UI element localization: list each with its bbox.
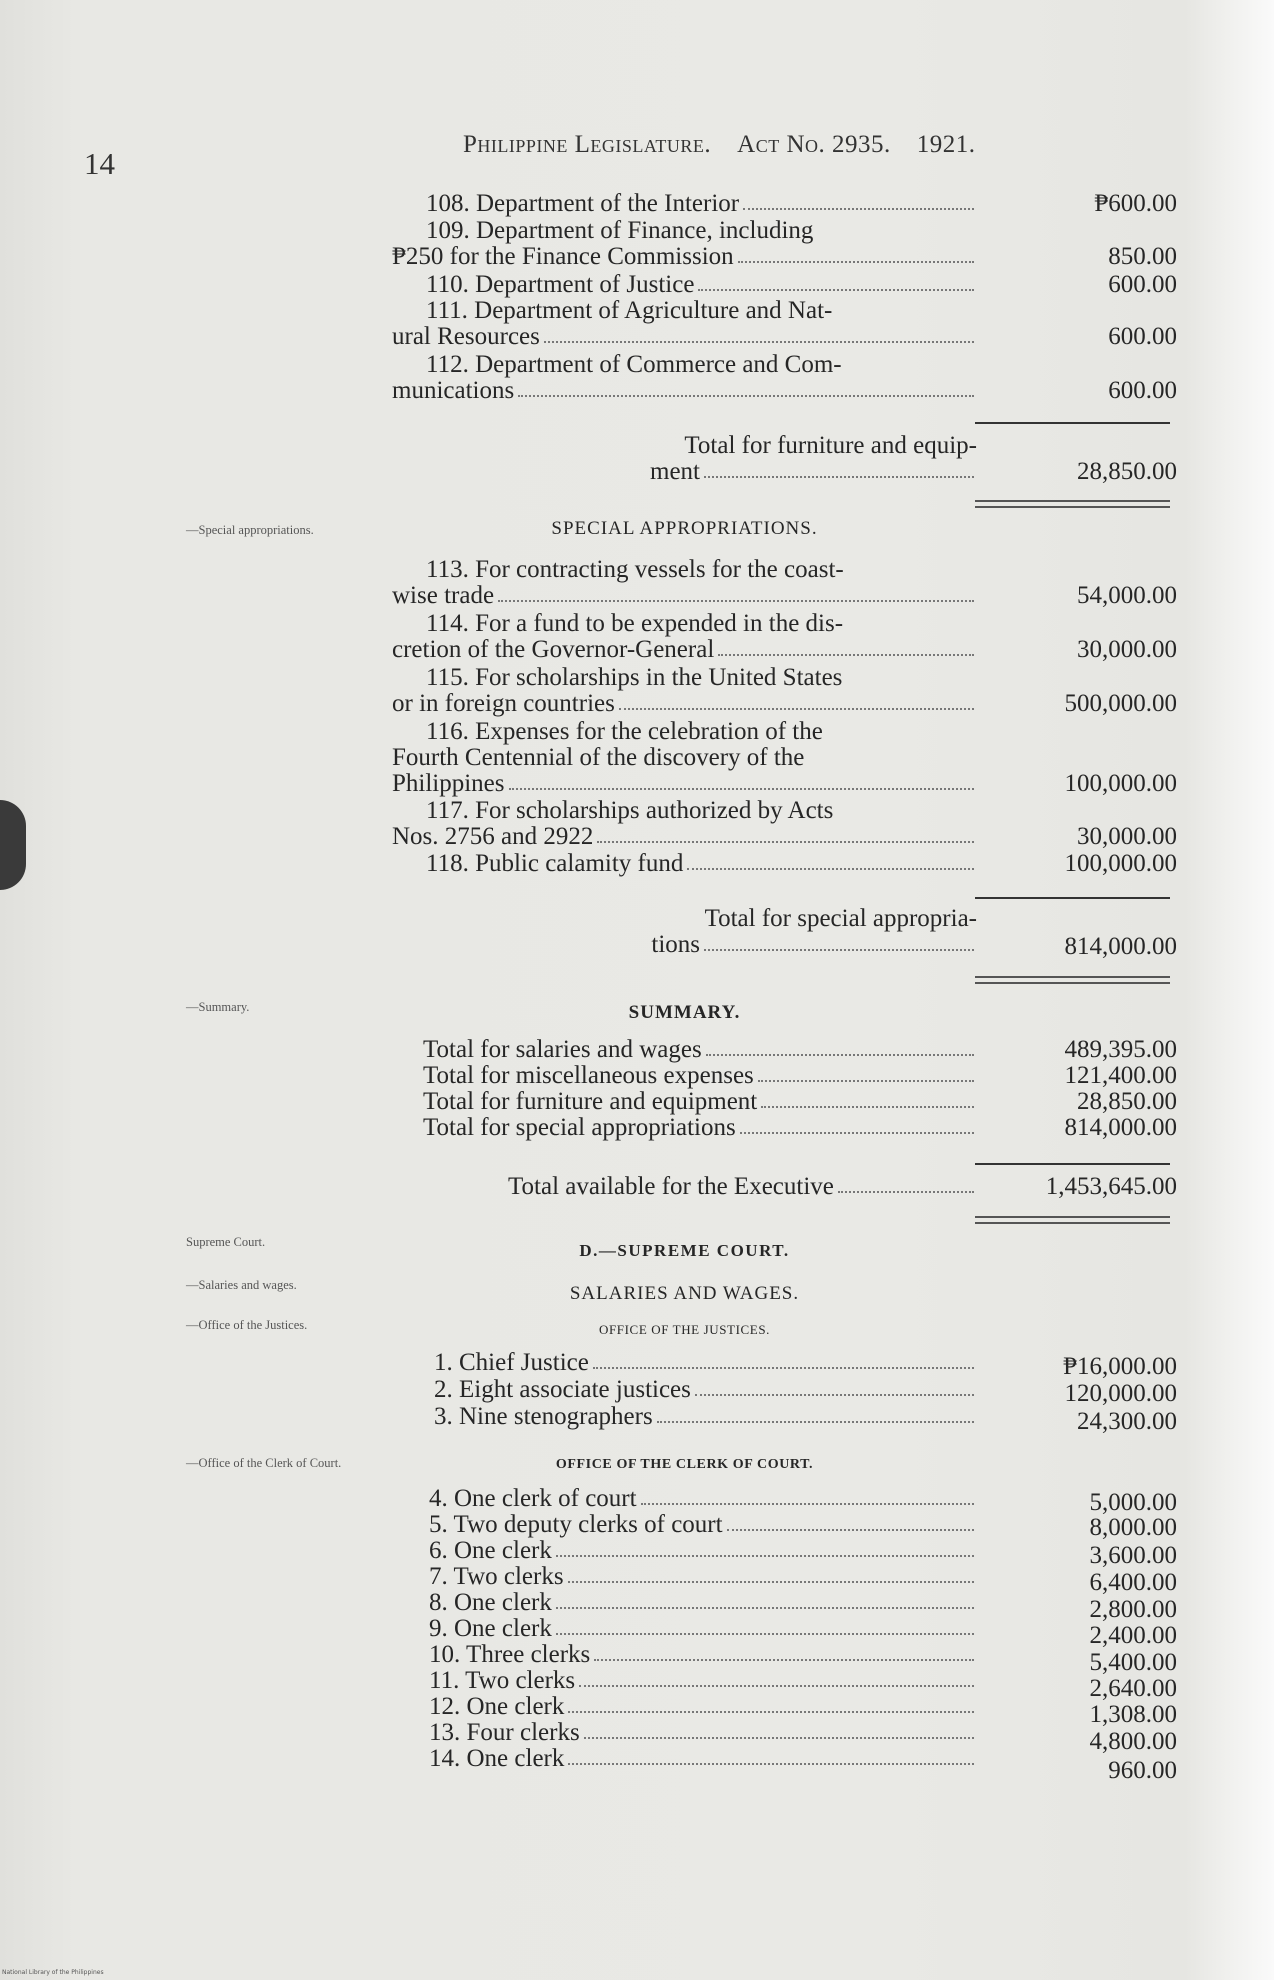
entry-row — [392, 611, 1177, 663]
entry-row — [392, 798, 1177, 850]
entry-text: Fourth Centennial of the discovery of the — [392, 744, 805, 771]
entry-amount: 814,000.00 — [1064, 1114, 1177, 1141]
entry-row — [392, 352, 1177, 404]
entry-amount: 2,640.00 — [1089, 1675, 1177, 1702]
leader-dots — [568, 1564, 974, 1583]
entry-text: or in foreign countries — [392, 690, 615, 717]
entry-text: 115. For scholarships in the United States — [426, 664, 843, 691]
entry-text: 5. Two deputy clerks of court — [429, 1511, 723, 1538]
margin-note-office-justices: —Office of the Justices. — [186, 1318, 308, 1332]
entry-text: 116. Expenses for the celebration of the — [426, 718, 823, 745]
entry-row — [392, 1563, 1177, 1596]
double-rule — [975, 500, 1170, 508]
leader-dots — [593, 1350, 974, 1369]
leader-dots — [738, 244, 974, 263]
total-line-1: Total for furniture and equip- — [684, 432, 977, 459]
entry-row — [392, 1537, 1177, 1569]
entry-amount: 600.00 — [1108, 377, 1177, 404]
summary-heading: SUMMARY. — [628, 1002, 741, 1023]
leader-dots — [597, 824, 974, 843]
entry-row — [392, 1403, 1177, 1435]
leader-dots — [509, 771, 974, 790]
footer-watermark: National Library of the Philippines — [2, 1969, 104, 1976]
leader-dots — [568, 1746, 974, 1765]
entry-text: 4. One clerk of court — [429, 1485, 637, 1512]
entry-text: 3. Nine stenographers — [434, 1403, 653, 1430]
entry-text: 117. For scholarships authorized by Acts — [426, 797, 834, 824]
entry-text: Total for furniture and equipment — [423, 1088, 758, 1115]
entry-row — [392, 1693, 1177, 1728]
leader-dots — [718, 637, 974, 656]
leader-dots — [657, 1404, 974, 1423]
entry-text: 11. Two clerks — [429, 1667, 576, 1694]
header-title: Philippine Legislature. — [463, 131, 712, 158]
entry-row — [392, 1615, 1177, 1649]
entry-row — [392, 1745, 1177, 1784]
entry-text: 110. Department of Justice — [426, 271, 695, 298]
entry-text: Total for miscellaneous expenses — [423, 1062, 754, 1089]
leader-dots — [758, 1063, 974, 1082]
entry-row — [392, 851, 1177, 877]
entry-text: Nos. 2756 and 2922 — [392, 823, 594, 850]
leader-dots — [743, 191, 974, 210]
rule — [975, 1163, 1170, 1165]
entry-row — [392, 719, 1177, 797]
leader-dots — [761, 1089, 974, 1108]
entry-row — [392, 1115, 1177, 1141]
executive-total-label: Total available for the Executive — [508, 1173, 834, 1200]
entry-amount: 120,000.00 — [1064, 1380, 1177, 1407]
leader-dots — [556, 1616, 974, 1635]
entry-amount: 2,800.00 — [1089, 1596, 1177, 1623]
margin-note-special: —Special appropriations. — [186, 523, 314, 537]
margin-note-office-clerk: —Office of the Clerk of Court. — [186, 1456, 342, 1470]
leader-dots — [498, 583, 974, 602]
entry-row — [392, 218, 1177, 270]
entry-amount: 850.00 — [1108, 243, 1177, 270]
entry-text: 112. Department of Commerce and Com- — [426, 351, 842, 378]
entry-text: munications — [392, 377, 515, 404]
entry-amount: 6,400.00 — [1089, 1569, 1177, 1596]
entry-amount: 30,000.00 — [1077, 823, 1177, 850]
entry-text: 14. One clerk — [429, 1745, 565, 1772]
executive-total — [392, 1174, 1177, 1200]
margin-note-salaries: —Salaries and wages. — [186, 1278, 297, 1292]
entry-amount: 4,800.00 — [1089, 1728, 1177, 1755]
total-line-2: tions — [651, 931, 700, 958]
leader-dots — [695, 1377, 974, 1396]
salaries-heading: SALARIES AND WAGES. — [569, 1283, 800, 1304]
leader-dots — [518, 378, 974, 397]
margin-note-supreme: Supreme Court. — [186, 1235, 266, 1249]
entry-row — [392, 557, 1177, 609]
leader-dots — [556, 1590, 974, 1609]
entry-row — [392, 665, 1177, 717]
leader-dots — [594, 1642, 974, 1661]
entry-row — [392, 1511, 1177, 1541]
entry-amount: 500,000.00 — [1064, 690, 1177, 717]
entry-text: 118. Public calamity fund — [426, 850, 684, 877]
entry-row — [392, 1667, 1177, 1702]
executive-total-amount: 1,453,645.00 — [1045, 1173, 1177, 1200]
entry-amount: 54,000.00 — [1077, 582, 1177, 609]
entry-text: ₱250 for the Finance Commission — [392, 243, 734, 270]
entry-text: 114. For a fund to be expended in the dis- — [426, 610, 844, 637]
total-line-2: ment — [650, 458, 700, 485]
leader-dots — [544, 324, 974, 343]
entry-text: 10. Three clerks — [429, 1641, 591, 1668]
entry-amount: 100,000.00 — [1064, 770, 1177, 797]
entry-amount: 1,308.00 — [1089, 1701, 1177, 1728]
entry-row — [392, 272, 1177, 298]
entry-text: Total for special appropriations — [423, 1114, 736, 1141]
entry-text: 108. Department of the Interior — [426, 190, 740, 217]
entry-text: 9. One clerk — [429, 1615, 552, 1642]
leader-dots — [619, 691, 974, 710]
special-total-amount: 814,000.00 — [1064, 933, 1177, 960]
entry-text: 113. For contracting vessels for the coast- — [426, 556, 844, 583]
leader-dots — [740, 1115, 974, 1134]
entry-text: 12. One clerk — [429, 1693, 565, 1720]
margin-note-summary: —Summary. — [186, 1000, 250, 1014]
entry-text: 7. Two clerks — [429, 1563, 564, 1590]
entry-text: 13. Four clerks — [429, 1719, 580, 1746]
rule — [975, 422, 1170, 424]
entry-amount: ₱600.00 — [1094, 190, 1177, 217]
entry-amount: 121,400.00 — [1064, 1062, 1177, 1089]
double-rule — [975, 1216, 1170, 1224]
leader-dots — [641, 1486, 974, 1505]
entry-text: Philippines — [392, 770, 505, 797]
entry-amount: 28,850.00 — [1077, 1088, 1177, 1115]
entry-text: cretion of the Governor-General — [392, 636, 715, 663]
page-number: 14 — [84, 146, 115, 181]
page-smudge — [0, 800, 26, 890]
court-heading: D.—SUPREME COURT. — [579, 1241, 790, 1260]
leader-dots — [706, 1037, 974, 1056]
entry-row — [392, 1589, 1177, 1623]
entry-row — [392, 1641, 1177, 1676]
entry-amount: 24,300.00 — [1077, 1408, 1177, 1435]
clerk-heading: OFFICE OF THE CLERK OF COURT. — [555, 1457, 814, 1472]
entry-amount: 600.00 — [1108, 323, 1177, 350]
entry-row — [392, 298, 1177, 350]
entry-amount: 2,400.00 — [1089, 1622, 1177, 1649]
entry-row — [392, 1376, 1177, 1407]
leader-dots — [579, 1668, 974, 1687]
entry-text: 2. Eight associate justices — [434, 1376, 691, 1403]
entry-text: 6. One clerk — [429, 1537, 552, 1564]
entry-amount: 489,395.00 — [1064, 1036, 1177, 1063]
total-line-1: Total for special appropria- — [704, 905, 977, 932]
entry-amount: 30,000.00 — [1077, 636, 1177, 663]
entry-text: 109. Department of Finance, including — [426, 217, 814, 244]
entry-row — [392, 1719, 1177, 1755]
entry-row — [392, 1063, 1177, 1089]
entry-amount: 5,400.00 — [1089, 1649, 1177, 1676]
entry-amount: 100,000.00 — [1064, 850, 1177, 877]
entry-amount: 8,000.00 — [1089, 1514, 1177, 1541]
leader-dots — [568, 1694, 974, 1713]
leader-dots — [687, 851, 974, 870]
leader-dots — [698, 272, 974, 291]
entry-row — [392, 1349, 1177, 1380]
entry-text: 1. Chief Justice — [434, 1349, 589, 1376]
entry-row — [392, 1485, 1177, 1516]
leader-dots — [556, 1538, 974, 1557]
header-act: Act No. 2935. — [737, 131, 891, 158]
entry-amount: 3,600.00 — [1089, 1542, 1177, 1569]
entry-text: wise trade — [392, 582, 495, 609]
entry-text: Total for salaries and wages — [423, 1036, 702, 1063]
special-heading: SPECIAL APPROPRIATIONS. — [551, 518, 818, 539]
double-rule — [975, 976, 1170, 984]
entry-amount: ₱16,000.00 — [1063, 1353, 1177, 1380]
entry-amount: 5,000.00 — [1089, 1489, 1177, 1516]
entry-row — [392, 191, 1177, 217]
entry-text: 8. One clerk — [429, 1589, 552, 1616]
entry-amount: 600.00 — [1108, 271, 1177, 298]
justices-heading: OFFICE OF THE JUSTICES. — [598, 1322, 771, 1337]
furniture-total-amount: 28,850.00 — [1077, 458, 1177, 485]
rule — [975, 897, 1170, 899]
running-header — [463, 131, 976, 159]
entry-amount: 960.00 — [1108, 1757, 1177, 1784]
header-year: 1921. — [916, 131, 976, 158]
entry-text: ural Resources — [392, 323, 540, 350]
entry-row — [392, 1037, 1177, 1063]
entry-text: 111. Department of Agriculture and Nat- — [426, 297, 833, 324]
leader-dots — [727, 1512, 974, 1531]
entry-row — [392, 1089, 1177, 1115]
leader-dots — [584, 1720, 974, 1739]
